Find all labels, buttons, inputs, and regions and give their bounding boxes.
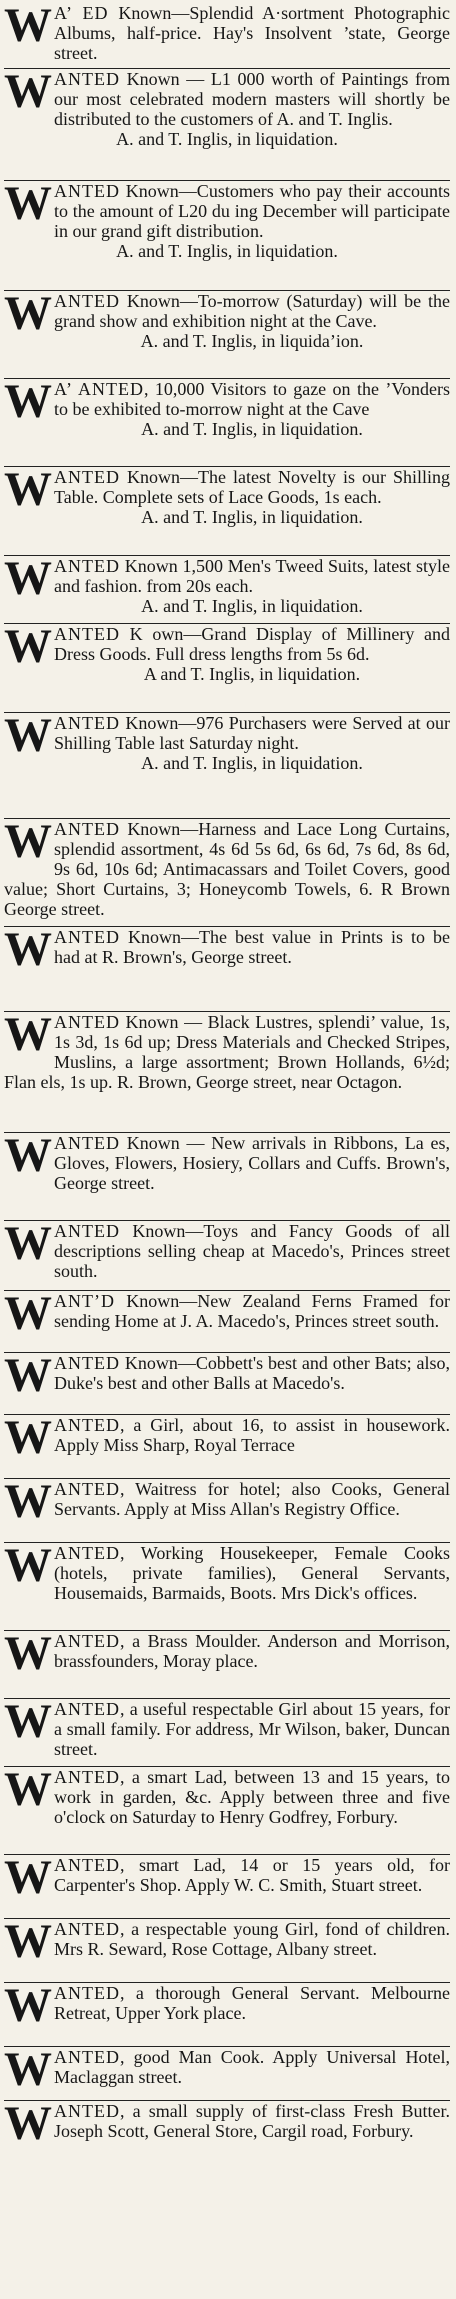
ad-body: , a useful respectable Girl about 15 years, for a small family. For address, Mr Wilson, baker, Duncan street.: [54, 1699, 450, 1759]
drop-cap: W: [4, 1982, 52, 2032]
ad-general-servant: [4, 1982, 450, 2046]
ad-body: Known — New arrivals in Ribbons, La es, Gloves, Flowers, Hosiery, Collars and Cuffs. Brown's, George street.: [54, 1133, 450, 1193]
ad-signature: A. and T. Inglis, in liquidation.: [141, 596, 363, 616]
ad-cave-show: [4, 290, 450, 378]
ad-heading: A’ ANTED: [54, 379, 145, 399]
ad-heading: ANTED: [54, 2101, 120, 2121]
ad-purchasers: [4, 712, 450, 818]
ad-black-lustres: [4, 1011, 450, 1132]
ad-signature: A. and T. Inglis, in liquidation.: [116, 241, 338, 261]
ad-body: Known—The best value in Prints is to be had at R. Brown's, George street.: [54, 927, 450, 967]
ad-millinery: [4, 623, 450, 712]
ad-ribbons: [4, 1132, 450, 1220]
drop-cap: W: [4, 1011, 52, 1061]
drop-cap: W: [4, 1854, 52, 1904]
drop-cap: W: [4, 2100, 52, 2150]
ad-heading: ANTED: [54, 2047, 120, 2067]
ad-tweed-suits: [4, 555, 450, 623]
drop-cap: W: [4, 1220, 52, 1270]
ad-brass-moulder: [4, 1630, 450, 1698]
ad-girl-housework: [4, 1414, 450, 1478]
ad-albums: [4, 3, 450, 68]
ad-body: , a small supply of first-class Fresh Butter. Joseph Scott, General Store, Cargil road, Forbury.: [54, 2101, 450, 2141]
ad-body: K own—Grand Display of Millinery and Dress Goods. Full dress lengths from 5s 6d.: [54, 624, 450, 664]
ad-young-girl: [4, 1918, 450, 1982]
ad-body: Known—New Zealand Ferns Framed for sending Home at J. A. Macedo's, Princes street south.: [54, 1291, 450, 1331]
ad-heading: ANTED: [54, 713, 120, 733]
ad-body: , a thorough General Servant. Melbourne Retreat, Upper York place.: [54, 1983, 450, 2023]
ad-heading: ANTED: [54, 291, 120, 311]
ad-heading: ANTED: [54, 1855, 120, 1875]
ad-heading: ANTED: [54, 1543, 120, 1563]
ad-heading: ANTED: [54, 819, 120, 839]
ad-customers: [4, 180, 450, 290]
ad-body: , Working Housekeeper, Female Cooks (hotels, private families), General Servants, Housemaids, Barmaids, Boots. Mrs Dick's offices.: [54, 1543, 450, 1603]
ad-body: Known — L1 000 worth of Paintings from our most celebrated modern masters will shortly be distributed to the customers of A. and T. Inglis.: [54, 69, 450, 129]
ad-heading: ANTED: [54, 69, 120, 89]
ad-visitors: [4, 378, 450, 466]
ad-heading: ANTED: [54, 1479, 120, 1499]
ad-body: Known — Black Lustres, splendi’ value, 1s, 1s 3d, 1s 6d up; Dress Materials and Checked Stripes, Muslins, a large assortment; Brown Hollands, 6½d; Flan els, 1s up. R. Brown, George street, near Octagon.: [4, 1012, 450, 1092]
ad-signature: A. and T. Inglis, in liquidation.: [116, 129, 338, 149]
drop-cap: W: [4, 378, 52, 428]
drop-cap: W: [4, 818, 52, 868]
ad-body: , smart Lad, 14 or 15 years old, for Carpenter's Shop. Apply W. C. Smith, Stuart street.: [54, 1855, 450, 1895]
ad-carpenter-lad: [4, 1854, 450, 1918]
drop-cap: W: [4, 1542, 52, 1592]
ad-heading: ANTED: [54, 1983, 120, 2003]
ad-body: Known—Splendid A·sortment Photographic Albums, half-price. Hay's Insolvent ’state, George street.: [54, 3, 450, 63]
ad-heading: ANTED: [54, 1221, 120, 1241]
drop-cap: W: [4, 555, 52, 605]
drop-cap: W: [4, 466, 52, 516]
ad-heading: ANTED: [54, 1631, 120, 1651]
ad-body: , good Man Cook. Apply Universal Hotel, Maclaggan street.: [54, 2047, 450, 2087]
ad-heading: ANTED: [54, 927, 120, 947]
ad-body: Known—Toys and Fancy Goods of all descriptions selling cheap at Macedo's, Princes street south.: [54, 1221, 450, 1281]
drop-cap: W: [4, 1290, 52, 1340]
drop-cap: W: [4, 1352, 52, 1402]
ad-signature: A. and T. Inglis, in liquida’ion.: [140, 331, 364, 351]
drop-cap: W: [4, 1414, 52, 1464]
ad-ferns: [4, 1290, 450, 1352]
ad-body: , 10,000 Visitors to gaze on the ’Vonders to be exhibited to-morrow night at the Cave: [54, 379, 450, 419]
drop-cap: W: [4, 2046, 52, 2096]
ad-prints: [4, 926, 450, 1011]
drop-cap: W: [4, 3, 52, 52]
ad-housekeeper: [4, 1542, 450, 1630]
drop-cap: W: [4, 1630, 52, 1680]
drop-cap: W: [4, 623, 52, 673]
ad-heading: ANTED: [54, 467, 120, 487]
drop-cap: W: [4, 1478, 52, 1528]
ad-body: Known—Harness and Lace Long Curtains, splendid assortment, 4s 6d 5s 6d, 6s 6d, 7s 6d, 8s 6d, 9s 6d, 10s 6d; Antimacassars and Toilet Covers, good value; Short Curtains, 3; Honeycomb Towels, 6. R Brown George street.: [4, 819, 450, 919]
drop-cap: W: [4, 1766, 52, 1816]
ad-body: Known—To-morrow (Saturday) will be the grand show and exhibition night at the Cave.: [54, 291, 450, 331]
ad-lace-curtains: [4, 818, 450, 926]
ad-butter: [4, 2100, 450, 2168]
ad-heading: ANTED: [54, 1012, 120, 1032]
ad-heading: ANTED: [54, 1699, 120, 1719]
ad-heading: ANTED: [54, 1133, 120, 1153]
ad-signature: A. and T. Inglis, in liquidation.: [141, 507, 363, 527]
ad-heading: ANTED: [54, 556, 120, 576]
drop-cap: W: [4, 68, 52, 118]
ad-man-cook: [4, 2046, 450, 2100]
ad-body: Known—Cobbett's best and other Bats; also, Duke's best and other Balls at Macedo's.: [54, 1353, 450, 1393]
ad-body: , a Girl, about 16, to assist in housework. Apply Miss Sharp, Royal Terrace: [54, 1415, 450, 1455]
ad-heading: ANTED: [54, 1415, 120, 1435]
ad-signature: A and T. Inglis, in liquidation.: [143, 664, 361, 684]
ad-body: , a Brass Moulder. Anderson and Morrison, brassfounders, Moray place.: [54, 1631, 450, 1671]
ad-body: , a smart Lad, between 13 and 15 years, to work in garden, &c. Apply between three and five o'clock on Saturday to Henry Godfrey, Forbury.: [54, 1767, 450, 1827]
ad-body: Known—976 Purchasers were Served at our Shilling Table last Saturday night.: [54, 713, 450, 753]
ad-body: Known 1,500 Men's Tweed Suits, latest style and fashion. from 20s each.: [54, 556, 450, 596]
ad-heading: ANTED: [54, 1919, 120, 1939]
ad-body: , Waitress for hotel; also Cooks, General Servants. Apply at Miss Allan's Registry Office.: [54, 1479, 450, 1519]
drop-cap: W: [4, 712, 52, 762]
drop-cap: W: [4, 290, 52, 340]
ad-paintings: [4, 68, 450, 180]
drop-cap: W: [4, 180, 52, 230]
ad-toys: [4, 1220, 450, 1290]
ad-body: , a respectable young Girl, fond of children. Mrs R. Seward, Rose Cottage, Albany street.: [54, 1919, 450, 1959]
ad-smart-lad-garden: [4, 1766, 450, 1854]
drop-cap: W: [4, 1698, 52, 1748]
ad-body: Known—The latest Novelty is our Shilling Table. Complete sets of Lace Goods, 1s each.: [54, 467, 450, 507]
drop-cap: W: [4, 926, 52, 976]
ad-heading: ANTED: [54, 1767, 120, 1787]
ad-heading: ANTED: [54, 181, 120, 201]
ad-shilling-table: [4, 466, 450, 555]
drop-cap: W: [4, 1918, 52, 1968]
ad-heading: ANTED: [54, 1353, 120, 1373]
ad-heading: A’ ED: [54, 3, 109, 23]
drop-cap: W: [4, 1132, 52, 1182]
ad-signature: A. and T. Inglis, in liquidation.: [141, 753, 363, 773]
ad-useful-girl: [4, 1698, 450, 1766]
ad-heading: ANT’D: [54, 1291, 115, 1311]
ad-body: Known—Customers who pay their accounts to the amount of L20 du ing December will participate in our grand gift distribution.: [54, 181, 450, 241]
ad-waitress: [4, 1478, 450, 1542]
ad-heading: ANTED: [54, 624, 120, 644]
ad-bats: [4, 1352, 450, 1414]
ad-signature: A. and T. Inglis, in liquidation.: [141, 419, 363, 439]
